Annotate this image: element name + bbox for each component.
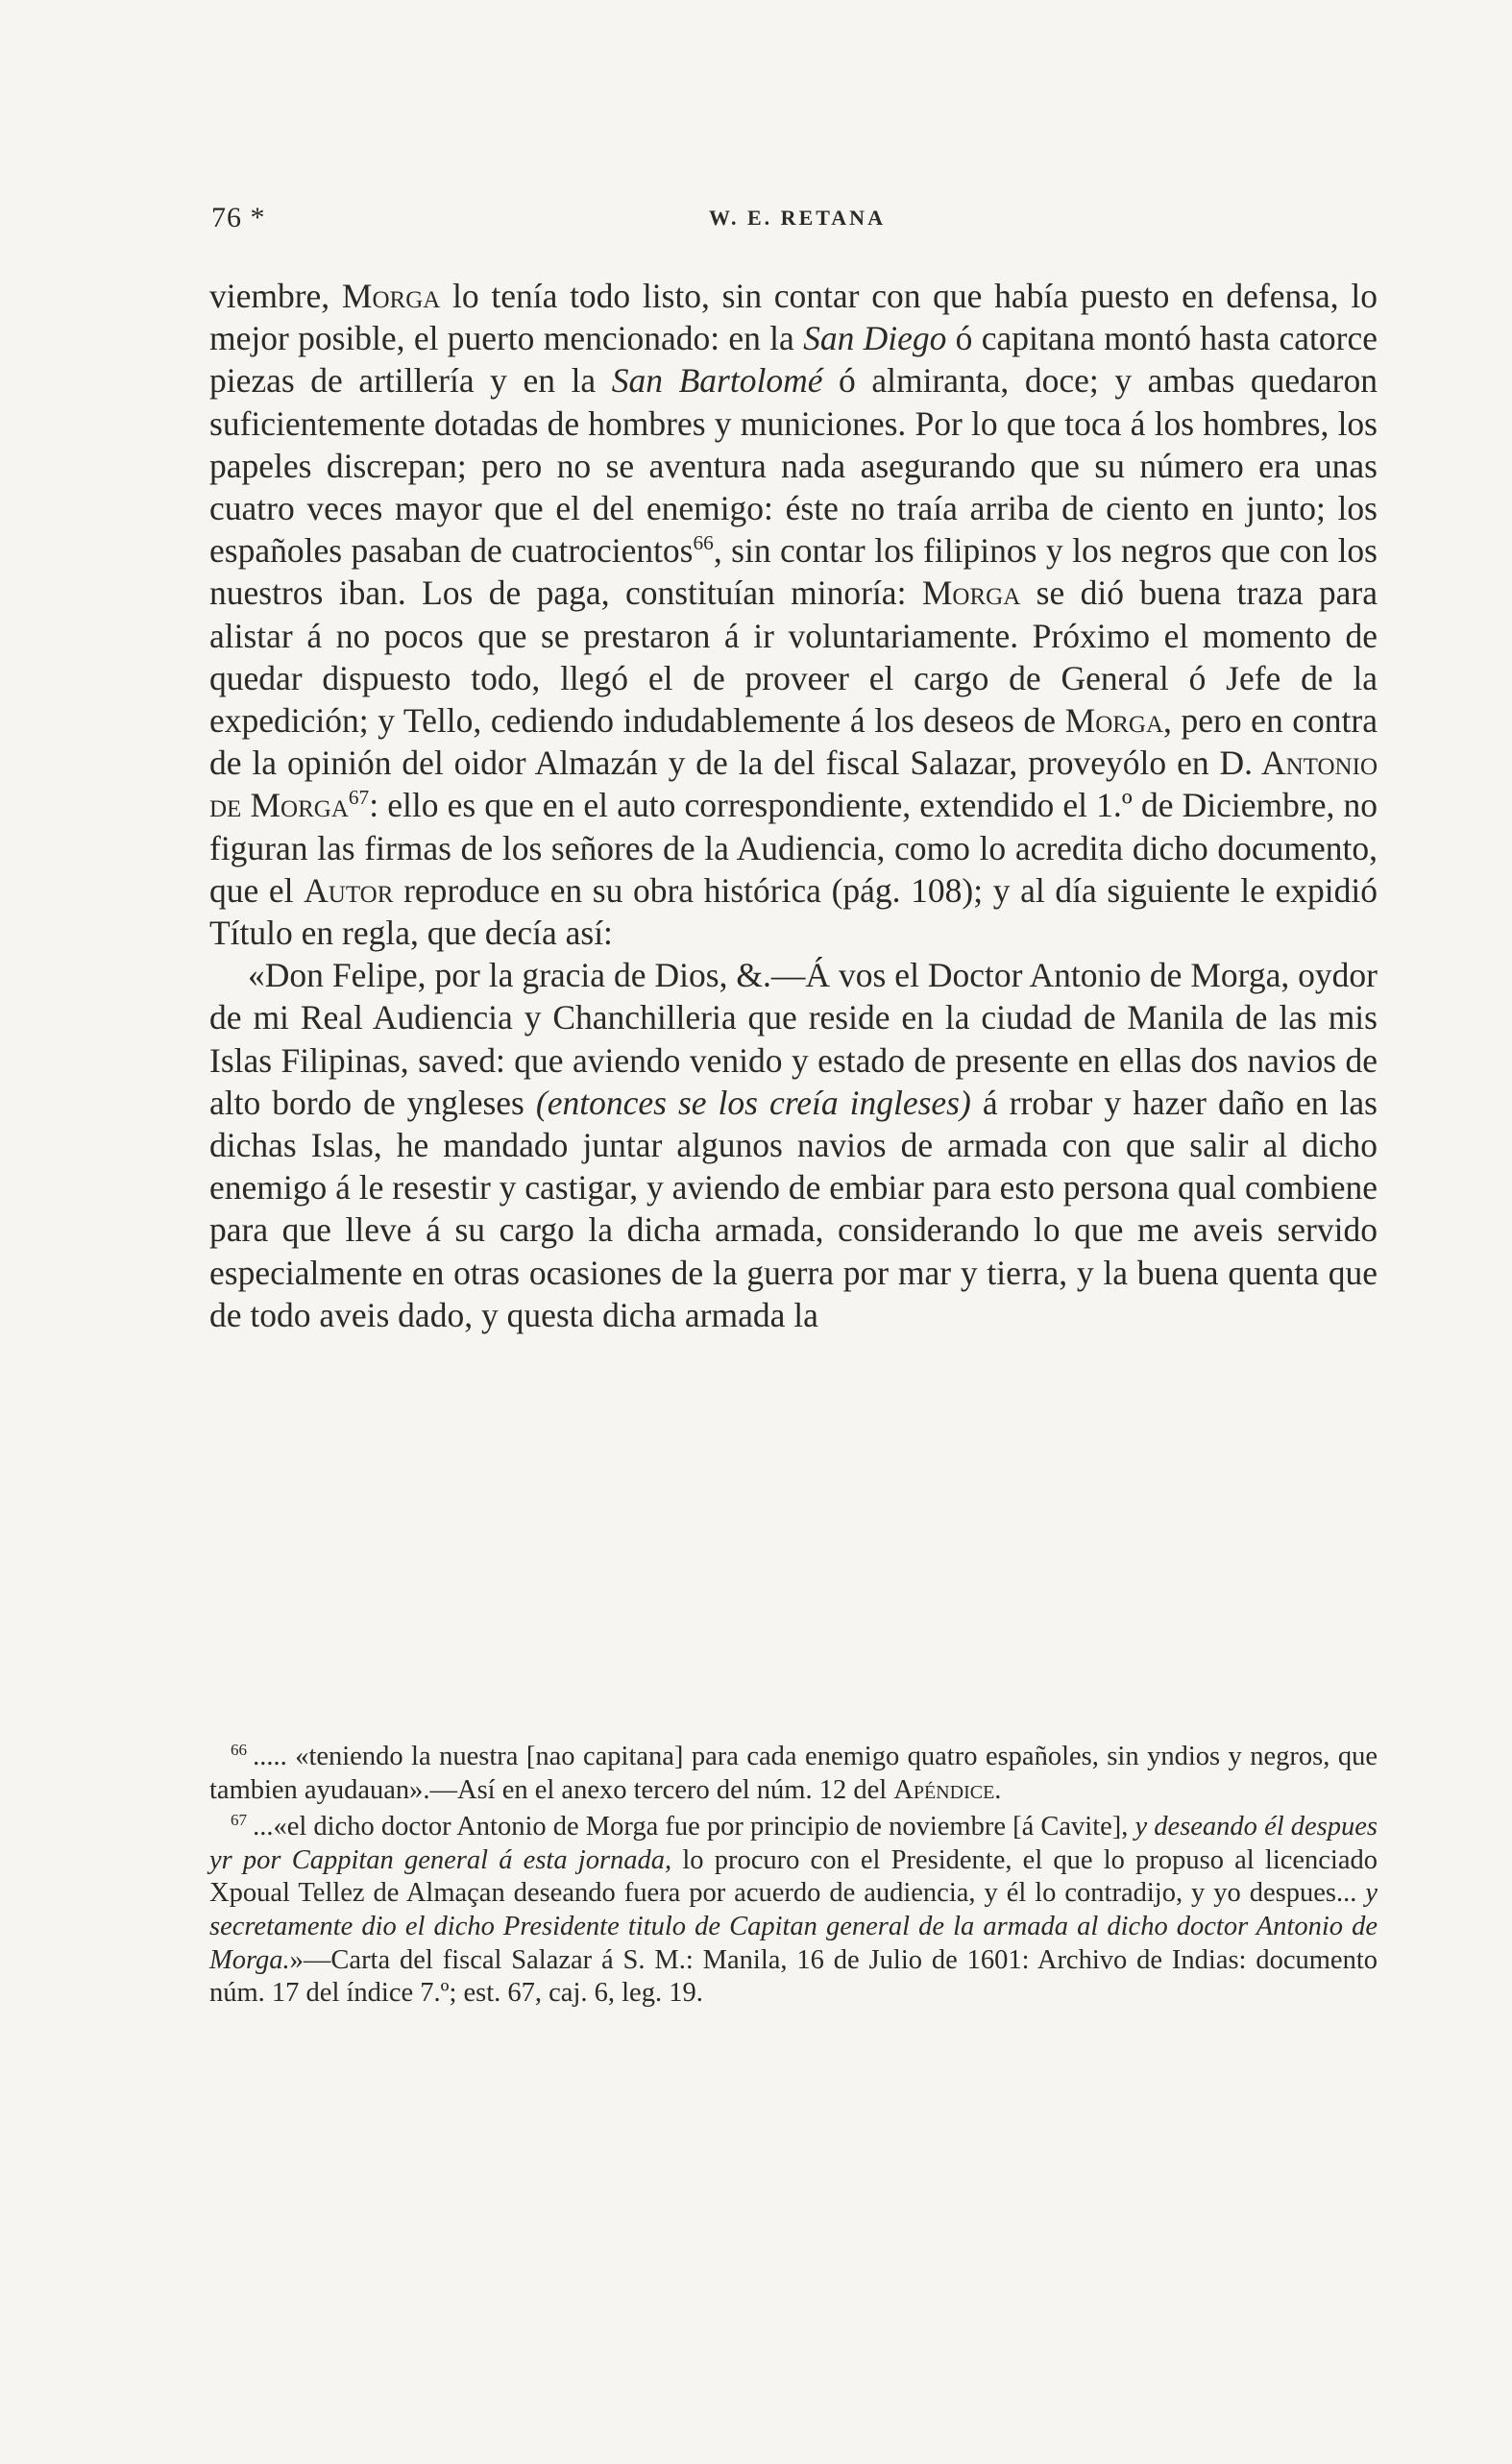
- text-run: D. Antonio de Morga: [209, 744, 1378, 825]
- text-run: Apéndice: [893, 1774, 995, 1805]
- paragraph-2-quoted-title: [209, 954, 1378, 1336]
- running-head: W. E. RETANA: [709, 206, 886, 230]
- text-run: viembre,: [209, 277, 342, 315]
- text-run: Morga: [1064, 701, 1164, 741]
- body-text: [209, 275, 1378, 1336]
- text-run: , sin contar los filipinos y los negros que con los nuestros iban. Los de paga, constituían minoría:: [209, 531, 1378, 613]
- text-run: Autor: [304, 870, 394, 910]
- text-run: : ello es que en el auto correspondiente, extendido el 1.º de Diciembre, no figuran las firmas de los señores de la Audiencia, como lo acredita dicho documento, que el: [209, 786, 1378, 910]
- text-run: lo tenía todo listo, sin contar con que había puesto en defensa, lo mejor posible, el puerto mencionado: en la: [209, 277, 1378, 358]
- text-run: »—Carta del fiscal Salazar á S. M.: Manila, 16 de Julio de 1601: Archivo de Indias: documento núm. 17 del índice 7.º; est. 67, caj. 6, leg. 19.: [209, 1944, 1378, 2009]
- text-run: ...«el dicho doctor Antonio de Morga fue por principio de noviembre [á Cavite],: [253, 1812, 1135, 1842]
- text-run: ..... «teniendo la nuestra [nao capitana] para cada enemigo quatro españoles, sin yndios y negros, que tambien ayudauan».—Así en el anexo tercero del núm. 12 del: [209, 1742, 1378, 1805]
- footnotes: [209, 1741, 1378, 2014]
- footnote-67-marker: 67: [231, 1810, 248, 1829]
- text-run: .: [994, 1774, 1002, 1805]
- footnote-66-marker: 66: [231, 1740, 248, 1759]
- text-run: á rrobar y hazer daño en las dichas Islas, he mandado juntar algunos navios de armada con que salir al dicho enemigo á le resestir y castigar, y aviendo de embiar para esto persona qual combiene para que lleve á su cargo la dicha armada, considerando lo que me aveis servido especialmente en otras ocasiones de la guerra por mar y tierra, y la buena quenta que de todo aveis dado, y questa dicha armada la: [209, 1083, 1378, 1334]
- text-run: ó capitana montó hasta catorce piezas de artillería y en la: [209, 319, 1378, 401]
- text-run: y deseando él despues yr por Cappitan general á esta jornada,: [209, 1812, 1378, 1875]
- page-number: 76 *: [211, 202, 266, 233]
- footnote-reference: 66: [693, 531, 714, 555]
- footnote-reference: 67: [348, 786, 370, 810]
- paragraph-1: [209, 275, 1378, 954]
- text-run: Morga: [921, 573, 1021, 613]
- footnote-67: [209, 1811, 1378, 2011]
- page-header: [211, 202, 1383, 240]
- text-run: «Don Felipe, por la gracia de Dios, &.—Á vos el Doctor Antonio de Morga, oydor de mi Real Audiencia y Chanchilleria que reside en la ciudad de Manila de las mis Islas Filipinas, saved: que aviendo venido y estado de presente en ellas dos navios de alto bordo de yngleses: [209, 956, 1378, 1122]
- text-run: (entonces se los creía ingleses): [535, 1083, 971, 1122]
- text-run: ó almiranta, doce; y ambas quedaron suficientemente dotadas de hombres y municiones. Por lo que toca á los hombres, los papeles discrepan; pero no se aventura nada asegurando que su número era unas cuatro veces mayor que el del enemigo: éste no traía arriba de ciento en junto; los españoles pasaban de cuatrocientos: [209, 361, 1378, 571]
- text-run: , pero en contra de la opinión del oidor Almazán y de la del fiscal Salazar, proveyólo en: [209, 701, 1378, 783]
- text-run: se dió buena traza para alistar á no pocos que se prestaron á ir voluntariamente. Próximo el momento de quedar dispuesto todo, llegó el de proveer el cargo de General ó Jefe de la expedición; y Tello, cediendo indudablemente á los deseos de: [209, 573, 1378, 741]
- text-run: Morga: [341, 277, 441, 315]
- text-run: reproduce en su obra histórica (pág. 108); y al día siguiente le expidió Título en regla, que decía así:: [209, 870, 1378, 953]
- footnote-66: [209, 1741, 1378, 1807]
- footnote-66-text: [209, 1742, 1378, 1805]
- footnote-67-text: [209, 1812, 1378, 2008]
- text-run: lo procuro con el Presidente, el que lo propuso al licenciado Xpoual Tellez de Almaçan deseando fuera por acuerdo de audiencia, y él lo contradijo, y yo despues...: [209, 1844, 1378, 1909]
- text-run: San Diego: [803, 319, 947, 358]
- text-run: y secretamente dio el dicho Presidente titulo de Capitan general de la armada al dicho doctor Antonio de Morga.: [209, 1878, 1378, 1975]
- text-run: San Bartolomé: [611, 361, 823, 401]
